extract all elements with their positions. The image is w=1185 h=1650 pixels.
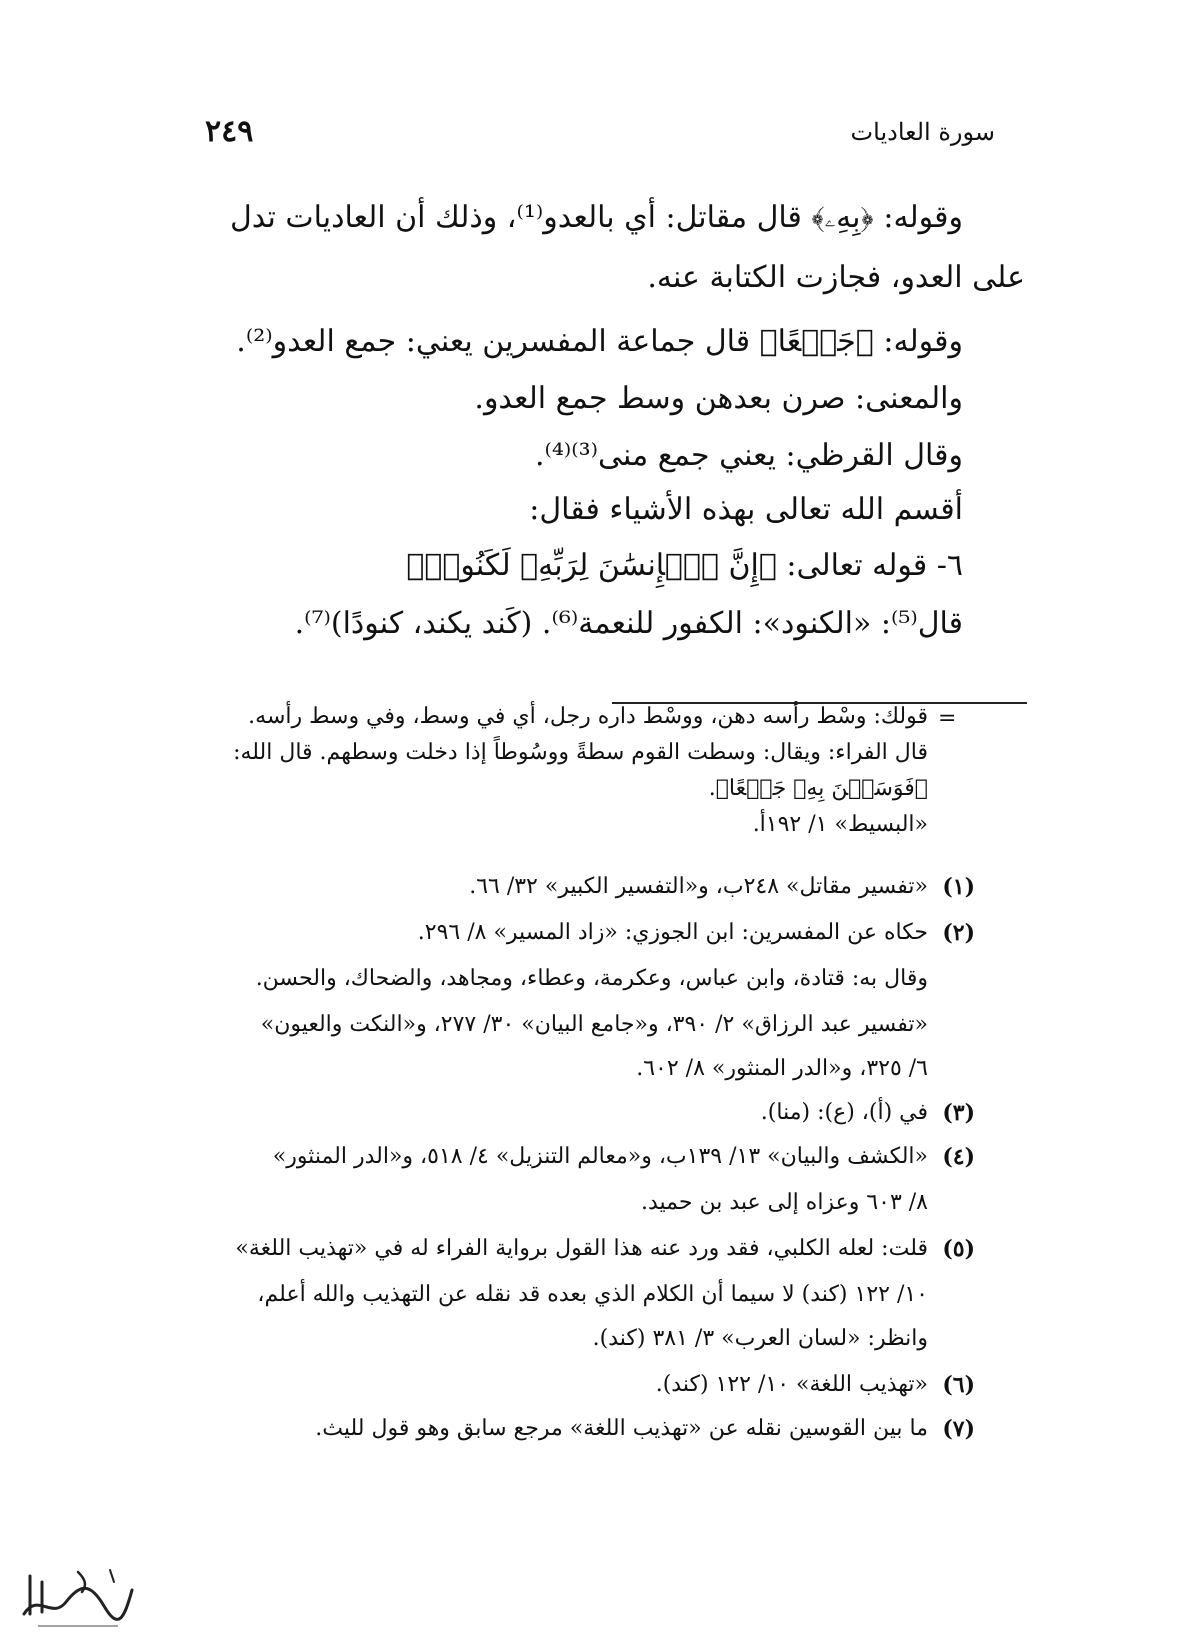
footnote-6: «تهذيب اللغة» ١٠/ ١٢٢ (كند). [655, 1372, 928, 1397]
calligraphy-logo-icon [18, 1562, 138, 1634]
publisher-logo [18, 1562, 138, 1634]
footnote-2-line-2: وقال به: قتادة، وابن عباس، وعكرمة، وعطاء، ومجاهد، والضحاك، والحسن. [255, 966, 928, 991]
footnote-continuation-line-1: قولك: وسْط رأسه دهن، ووسْط داره رجل، أي في وسط، وفي وسط رأسه. [248, 704, 928, 729]
page-number: ٢٤٩ [205, 114, 254, 149]
footnote-7: ما بين القوسين نقله عن «تهذيب اللغة» مرجع سابق وهو قول لليث. [315, 1416, 928, 1441]
main-line-5: وقال القرظي: يعني جمع منى⁽³⁾⁽⁴⁾. [534, 438, 963, 473]
footnote-4-line-2: ٨/ ٦٠٣ وعزاه إلى عبد بن حميد. [640, 1190, 928, 1215]
main-line-4: والمعنى: صرن بعدهن وسط جمع العدو. [474, 381, 963, 416]
footnote-3: في (أ)، (ع): (منا). [760, 1100, 928, 1125]
footnote-1: «تفسير مقاتل» ٢٤٨ب، و«التفسير الكبير» ٣٢/ ٦٦. [469, 874, 928, 899]
footnote-4-line-1: «الكشف والبيان» ١٣/ ١٣٩ب، و«معالم التنزيل» ٤/ ٥١٨، و«الدر المنثور» [272, 1144, 928, 1169]
footnote-2-line-1: حكاه عن المفسرين: ابن الجوزي: «زاد المسير» ٨/ ٢٩٦. [417, 920, 928, 945]
main-line-1: وقوله: ﴿بِهِۦ﴾ قال مقاتل: أي بالعدو⁽¹⁾، وذلك أن العاديات تدل [229, 200, 963, 235]
footnote-2-line-4: ٦/ ٣٢٥، و«الدر المنثور» ٨/ ٦٠٢. [636, 1056, 928, 1081]
footnote-number-1: (١) [942, 874, 975, 900]
footnote-number-2: (٢) [942, 920, 975, 946]
main-line-6: أقسم الله تعالى بهذه الأشياء فقال: [529, 492, 963, 527]
footnote-number-7: (٧) [942, 1416, 975, 1442]
footnote-number-5: (٥) [942, 1236, 975, 1262]
main-line-2: على العدو، فجازت الكتابة عنه. [647, 260, 1025, 295]
footnote-continuation-line-4: «البسيط» ١/ ١٩٢أ. [752, 812, 928, 837]
footnote-number-3: (٣) [942, 1100, 975, 1126]
footnote-5-line-3: وانظر: «لسان العرب» ٣/ ٣٨١ (كند). [592, 1326, 928, 1351]
main-line-3: وقوله: ﴿جَمۡعًا﴾ قال جماعة المفسرين يعني: جمع العدو⁽²⁾. [236, 324, 963, 359]
continuation-mark: = [938, 706, 957, 731]
footnote-5-line-2: ١٠/ ١٢٢ (كند) لا سيما أن الكلام الذي بعده قد نقله عن التهذيب والله أعلم، [257, 1282, 928, 1307]
footnote-continuation-line-2: قال الفراء: ويقال: وسطت القوم سطةً ووسُوطاً إذا دخلت وسطهم. قال الله: [233, 740, 928, 765]
main-line-7: ٦- قوله تعالى: ﴿إِنَّ ٱلۡإِنسَٰنَ لِرَبِّهِۦ لَكَنُودٞ﴾ [406, 548, 963, 583]
chapter-title: سورة العاديات [850, 118, 995, 146]
main-line-8: قال⁽⁵⁾: «الكنود»: الكفور للنعمة⁽⁶⁾. (كَند يكند، كنودًا)⁽⁷⁾. [294, 606, 963, 641]
footnote-number-6: (٦) [942, 1372, 975, 1398]
footnote-5-line-1: قلت: لعله الكلبي، فقد ورد عنه هذا القول برواية الفراء له في «تهذيب اللغة» [235, 1236, 928, 1261]
footnote-2-line-3: «تفسير عبد الرزاق» ٢/ ٣٩٠، و«جامع البيان» ٣٠/ ٢٧٧، و«النكت والعيون» [260, 1012, 928, 1037]
footnote-number-4: (٤) [942, 1144, 975, 1170]
footnote-continuation-line-3: ﴿فَوَسَطۡنَ بِهِۦ جَمۡعًا﴾. [708, 776, 928, 801]
